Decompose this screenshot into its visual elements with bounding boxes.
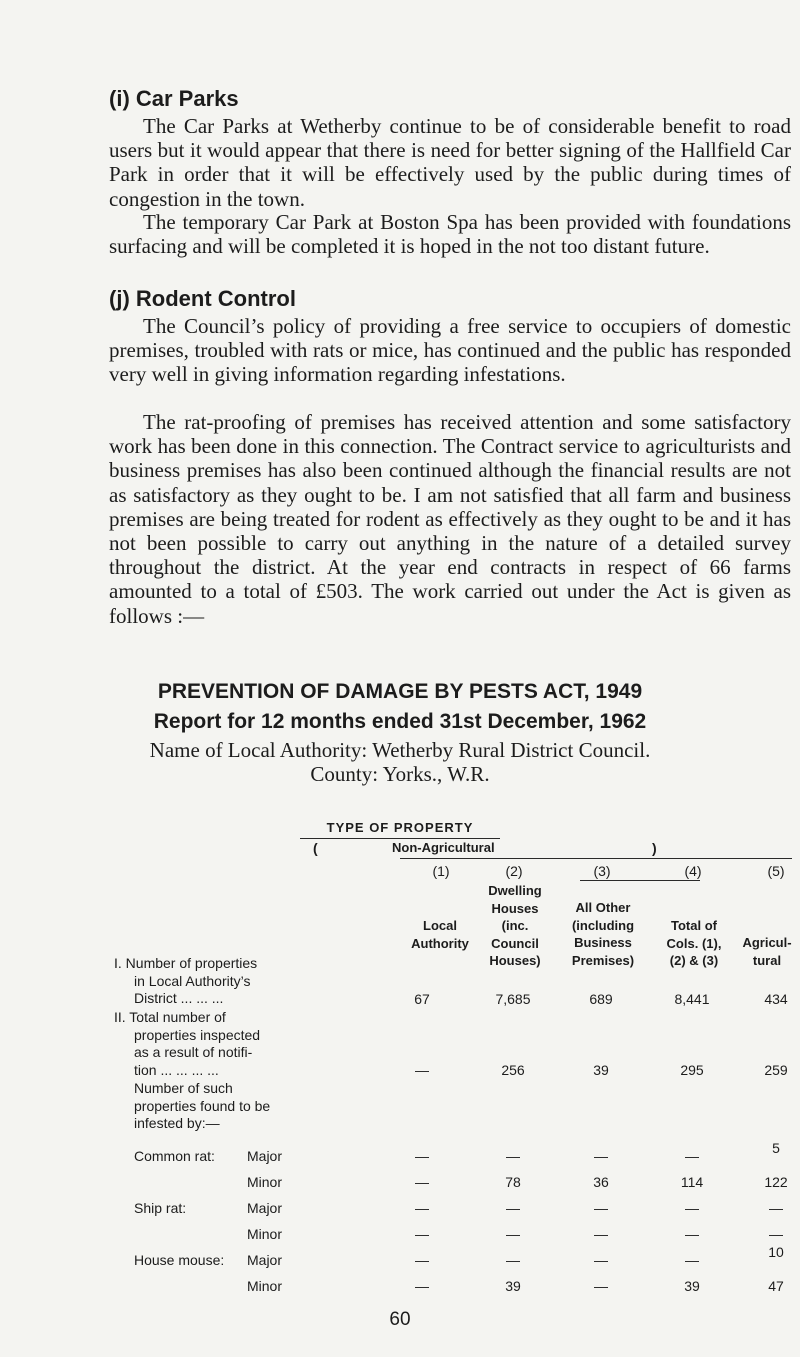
row-label-number-of-properties (114, 955, 257, 1008)
table-cell: — (415, 1174, 429, 1190)
table-cell: 8,441 (674, 991, 710, 1007)
column-head-line: Houses) (489, 953, 541, 968)
column-head-line: Cols. (1), (666, 935, 722, 951)
row-label-line: infested by:— (134, 1115, 220, 1131)
table-cell: 47 (768, 1278, 784, 1294)
table-cell: — (415, 1278, 429, 1294)
table-cell: 256 (501, 1062, 525, 1078)
column-head-dwelling-houses (474, 882, 556, 970)
column-head-total (650, 917, 738, 970)
table-cell: — (594, 1148, 608, 1164)
type-of-property-heading: TYPE OF PROPERTY (326, 820, 474, 835)
row-label-properties-inspected (114, 1009, 260, 1079)
column-head-line: (2) & (3) (669, 953, 719, 968)
car-parks-paragraph-2: The temporary Car Park at Boston Spa has been provided with foundations surfacing and will be completed it is hoped in the not too distant future. (109, 210, 791, 259)
table-cell: 259 (764, 1062, 788, 1078)
table-cell: 122 (764, 1174, 788, 1190)
table-cell: — (506, 1252, 520, 1268)
column-head-line: Local (423, 918, 457, 933)
column-head-line: Houses (491, 900, 539, 916)
table-cell: 36 (593, 1174, 609, 1190)
column-head-line: tural (752, 952, 782, 968)
table-cell: 7,685 (495, 991, 531, 1007)
infestation-grade-label: Major (247, 1200, 283, 1216)
row-label-line: Number of such (134, 1080, 233, 1096)
table-cell: — (769, 1200, 783, 1216)
rodent-paragraph-1: The Council’s policy of providing a free service to occupiers of domestic premises, troubled with rats or mice, has continued and the public has responded very well in giving information regarding infestations. (109, 314, 791, 387)
table-cell: 114 (680, 1174, 704, 1190)
row-label-line: I. Number of properties (114, 955, 258, 971)
table-cell: — (506, 1200, 520, 1216)
table-cell: — (685, 1148, 699, 1164)
column-head-line: Premises) (571, 952, 635, 968)
rodent-control-heading: (j) Rodent Control (109, 286, 296, 311)
pest-species-label: Ship rat: (134, 1200, 187, 1216)
row-label-line: II. Total number of (114, 1009, 226, 1025)
table-cell: — (415, 1226, 429, 1242)
table-cell: — (415, 1062, 429, 1078)
table-cell: 10 (768, 1244, 784, 1260)
table-cell: — (415, 1252, 429, 1268)
table-cell: — (685, 1226, 699, 1242)
row-label-infested-by (134, 1080, 270, 1133)
row-label-line: in Local Authority’s (134, 972, 251, 989)
table-cell: — (594, 1278, 608, 1294)
column-head-line: Business (574, 935, 632, 950)
column-number-rule (580, 880, 700, 881)
non-agricultural-label: Non-Agricultural (392, 840, 495, 855)
table-cell: — (769, 1226, 783, 1242)
group-bracket-left: ( (313, 840, 318, 856)
table-cell: — (506, 1226, 520, 1242)
county-name: County: Yorks., W.R. (310, 762, 490, 786)
column-head-agricultural (736, 934, 798, 969)
column-head-line: All Other (575, 900, 631, 915)
infestation-grade-label: Major (247, 1148, 283, 1164)
table-cell: 5 (772, 1140, 780, 1156)
column-head-line: Dwelling (488, 883, 542, 898)
table-cell: — (415, 1200, 429, 1216)
page-number: 60 (389, 1309, 411, 1330)
column-head-line: Agricul- (742, 935, 792, 950)
column-number-1: (1) (432, 863, 450, 879)
table-cell: — (506, 1148, 520, 1164)
table-cell: 67 (414, 991, 430, 1007)
pest-species-label: House mouse: (134, 1252, 225, 1268)
table-cell: 39 (505, 1278, 521, 1294)
column-head-all-other (557, 899, 649, 969)
table-cell: 78 (505, 1174, 521, 1190)
row-label-line: tion ... ... ... ... (134, 1061, 219, 1078)
car-parks-paragraph-1: The Car Parks at Wetherby continue to be of considerable benefit to road users but it would appear that there is need for better signing of the Hallfield Car Park in order that it will be effectively used by the public during times of congestion in the town. (109, 114, 791, 211)
row-label-line: District ... ... ... (134, 990, 224, 1006)
table-cell: 295 (680, 1062, 704, 1078)
infestation-grade-label: Minor (247, 1174, 283, 1190)
column-head-line: Council (491, 935, 539, 951)
row-label-line: as a result of notifi- (134, 1044, 253, 1060)
report-title: PREVENTION OF DAMAGE BY PESTS ACT, 1949 (157, 680, 643, 703)
infestation-grade-label: Minor (247, 1278, 283, 1294)
table-cell: — (594, 1252, 608, 1268)
table-cell: — (685, 1200, 699, 1216)
rodent-paragraph-2: The rat-proofing of premises has received attention and some satisfactory work has been done in this connection. The Contract service to agriculturists and business premises has also been continued although the financial results are not as satisfactory as they ought to be. I am not satisfied that all farm and business premises are being treated for rodent as effectively as they ought to be and it has not been possible to carry out anything in the nature of a detailed survey throughout the district. At the year end contracts in respect of 66 farms amounted to a total of £503. The work carried out under the Act is given as follows :— (109, 410, 791, 628)
column-head-line: (inc. (501, 918, 529, 933)
table-cell: — (415, 1148, 429, 1164)
local-authority-name: Name of Local Authority: Wetherby Rural District Council. (149, 738, 651, 762)
column-head-local-authority (395, 917, 485, 952)
column-number-4: (4) (684, 863, 702, 879)
non-agricultural-rule (400, 858, 792, 859)
pest-species-label: Common rat: (134, 1148, 215, 1164)
table-cell: 39 (593, 1062, 609, 1078)
table-cell: — (594, 1226, 608, 1242)
table-cell: — (594, 1200, 608, 1216)
infestation-grade-label: Major (247, 1252, 283, 1268)
car-parks-heading: (i) Car Parks (109, 86, 239, 111)
table-cell: 434 (764, 991, 788, 1007)
group-bracket-right: ) (652, 840, 657, 856)
column-head-line: Total of (671, 918, 717, 933)
row-label-line: properties inspected (134, 1026, 261, 1043)
infestation-grade-label: Minor (247, 1226, 283, 1242)
column-number-2: (2) (505, 863, 523, 879)
table-cell: 689 (589, 991, 613, 1007)
row-label-line: properties found to be (134, 1097, 271, 1114)
report-subtitle: Report for 12 months ended 31st December, 1962 (153, 710, 647, 733)
column-number-3: (3) (593, 863, 611, 879)
column-number-5: (5) (767, 863, 785, 879)
type-heading-rule (300, 838, 500, 839)
column-head-line: (including (571, 917, 635, 933)
table-cell: 39 (684, 1278, 700, 1294)
column-head-line: Authority (411, 935, 469, 951)
table-cell: — (685, 1252, 699, 1268)
